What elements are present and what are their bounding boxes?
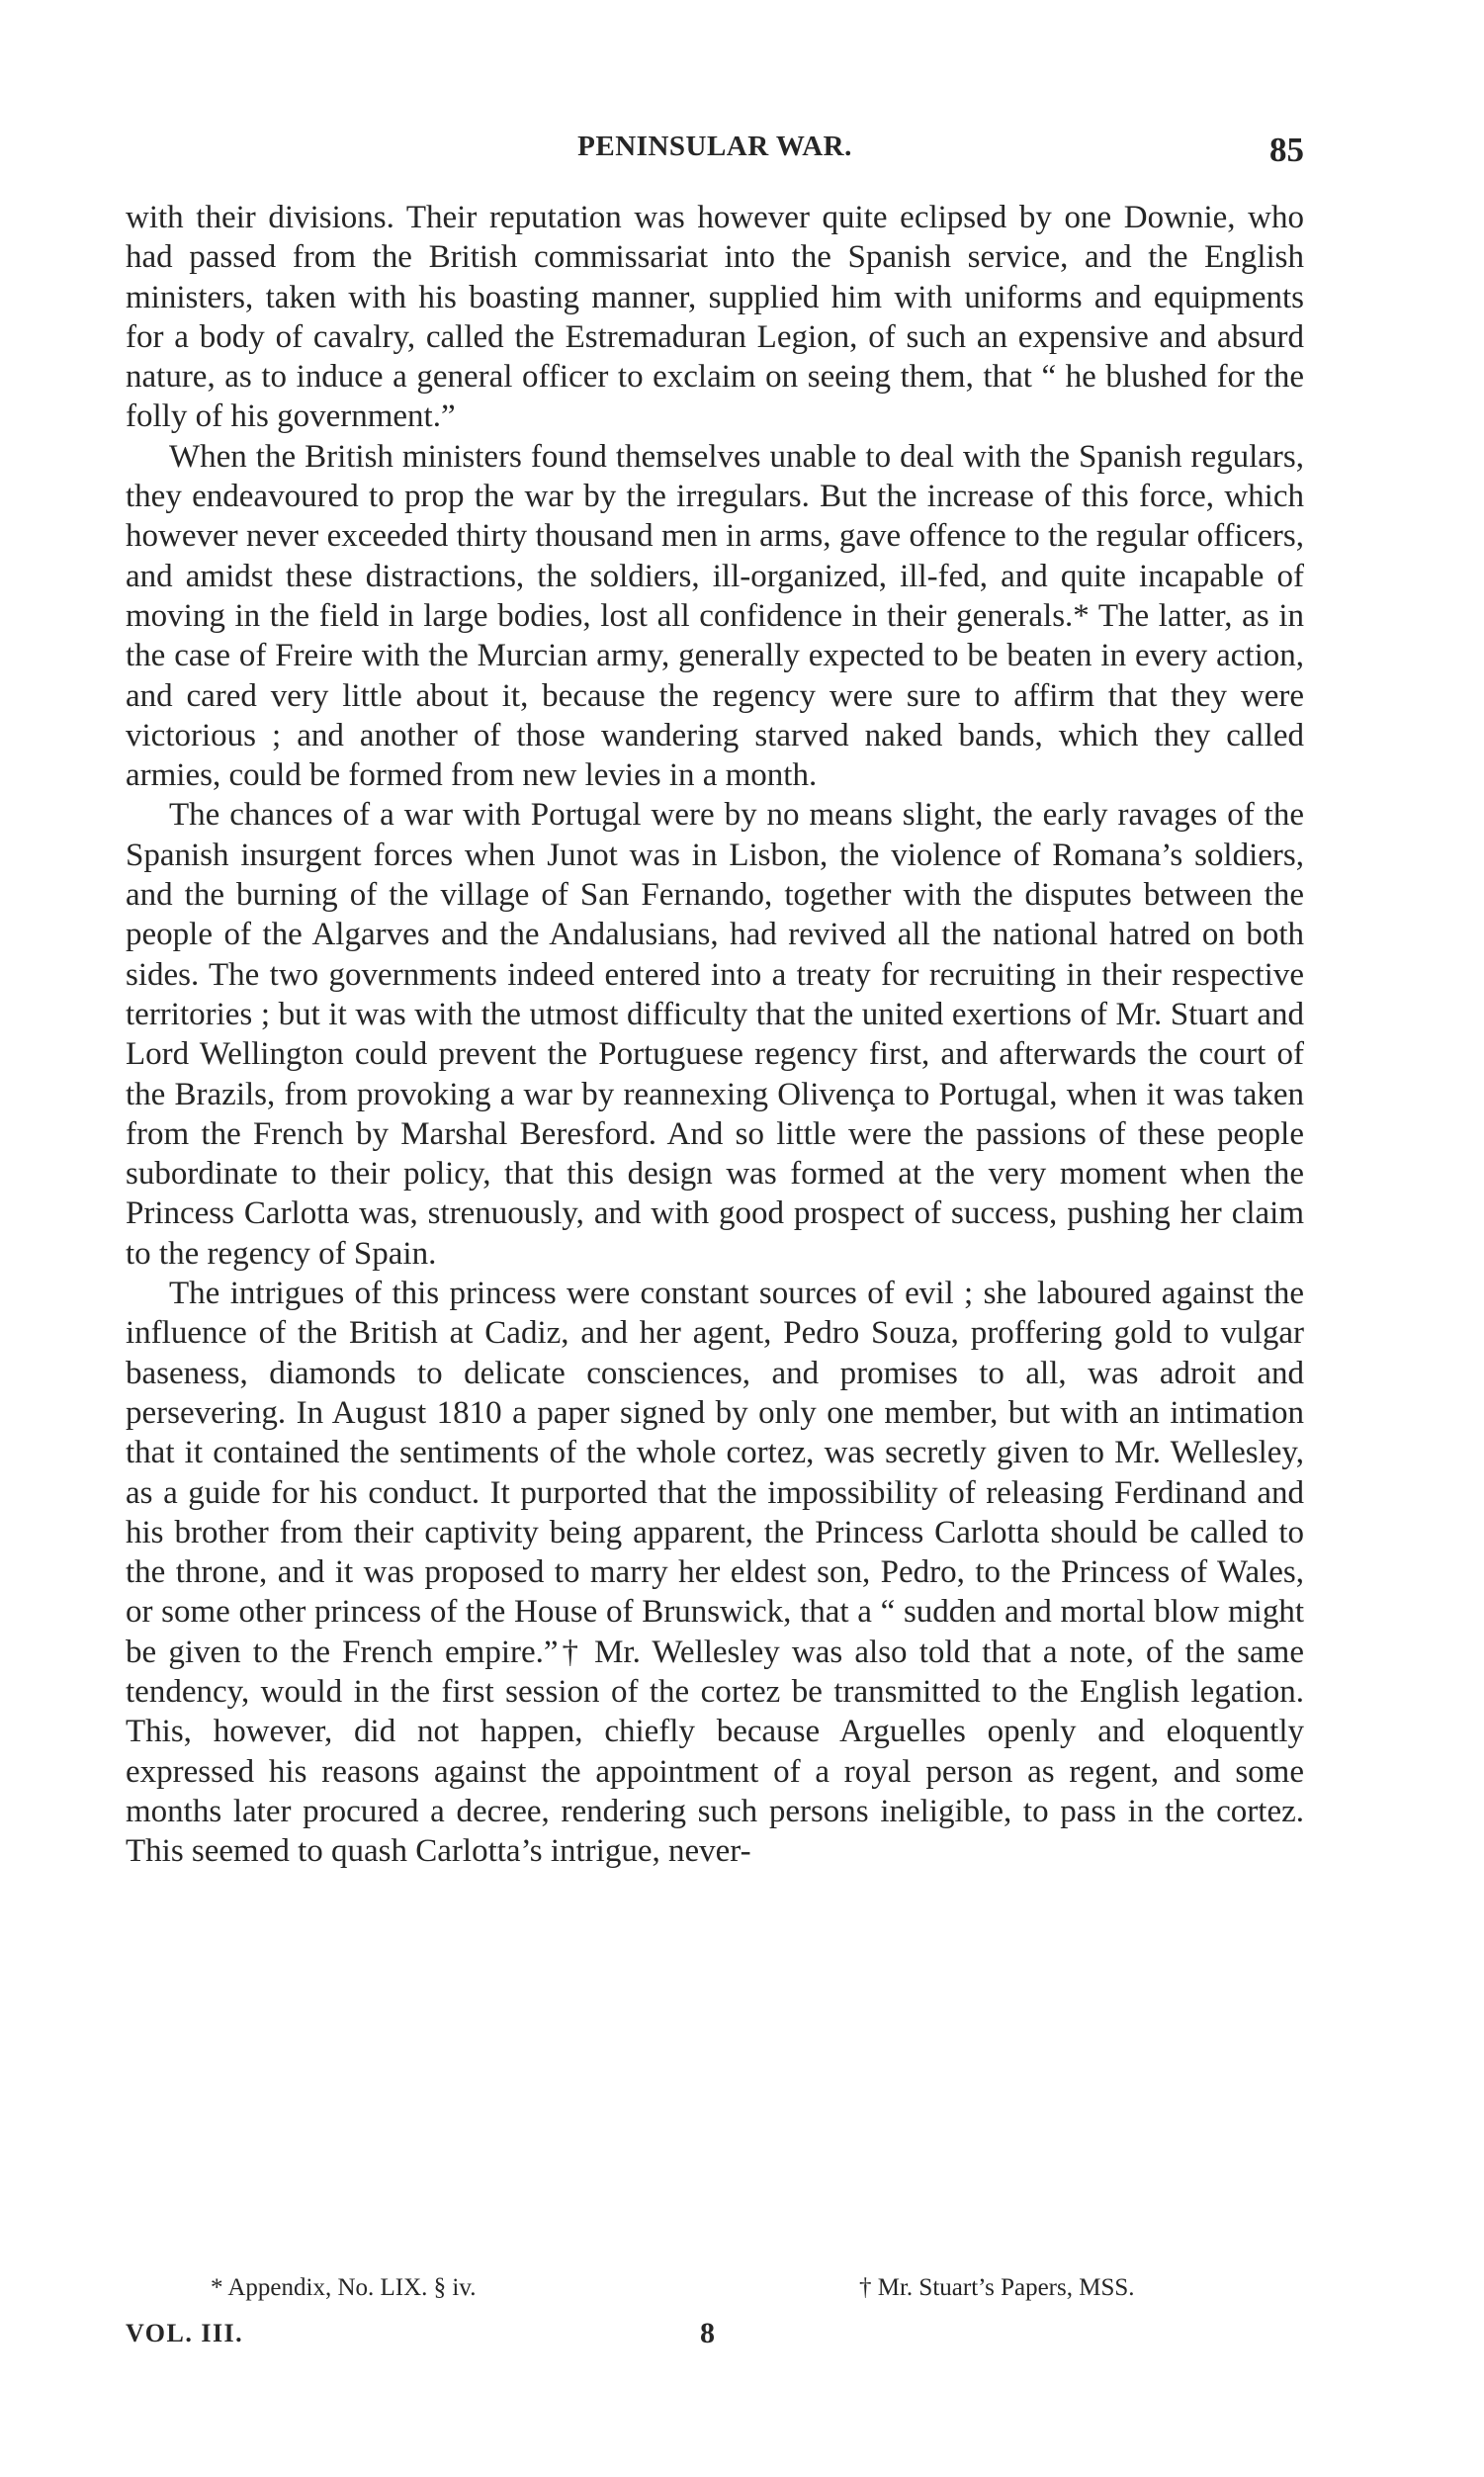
volume-label: VOL. III. xyxy=(126,2319,244,2347)
paragraph: When the British ministers found themselves unable to deal with the Spanish regulars, they endeavoured to prop the war by the irregulars. But the increase of this force, which however never exceeded thirty thousand men in arms, gave offence to the regular officers, and amidst these distractions, the soldiers, ill-organized, ill-fed, and quite incapable of moving in the field in large bodies, lost all confidence in their generals.* The latter, as in the case of Freire with the Murcian army, generally expected to be beaten in every action, and cared very little about it, because the regency were sure to affirm that they were victorious ; and another of those wandering starved naked bands, which they called armies, could be formed from new levies in a month. xyxy=(126,438,1304,794)
footnote-stuart-papers: † Mr. Stuart’s Papers, MSS. xyxy=(859,2274,1135,2301)
paragraph: The chances of a war with Portugal were by no means slight, the early ravages of the Spanish insurgent forces when Junot was in Lisbon, the violence of Romana’s soldiers, and the burning of the village of San Fernando, together with the disputes between the people of the Algarves and the Andalusians, had revived all the national hatred on both sides. The two governments indeed entered into a treaty for recruiting in their respective territories ; but it was with the utmost difficulty that the united exertions of Mr. Stuart and Lord Wellington could prevent the Portuguese regency first, and afterwards the court of the Brazils, from provoking a war by reannexing Olivença to Portugal, when it was taken from the French by Marshal Beresford. And so little were the passions of these people subordinate to their policy, that this design was formed at the very moment when the Princess Carlotta was, strenuously, and with good prospect of success, pushing her claim to the regency of Spain. xyxy=(126,797,1304,1272)
running-title: PENINSULAR WAR. xyxy=(577,131,852,162)
footnotes xyxy=(126,2274,1304,2308)
page-number: 85 xyxy=(1269,131,1304,169)
body-text xyxy=(126,198,1304,1871)
paragraph-continued: with their divisions. Their reputation was however quite eclipsed by one Downie, who had passed from the British commissariat into the Spanish service, and the English ministers, taken with his boasting manner, supplied him with uniforms and equipments for a body of cavalry, called the Estremaduran Legion, of such an expensive and absurd nature, as to induce a general officer to exclaim on seeing them, that “ he blushed for the folly of his government.” xyxy=(126,200,1304,435)
signature-mark: 8 xyxy=(700,2317,715,2349)
signature-line xyxy=(126,2317,1304,2356)
paragraph: The intrigues of this princess were constant sources of evil ; she laboured against the influence of the British at Cadiz, and her agent, Pedro Souza, proffering gold to vulgar baseness, diamonds to delicate consciences, and promises to all, was adroit and persevering. In August 1810 a paper signed by only one member, but with an intimation that it contained the sentiments of the whole cortez, was secretly given to Mr. Wellesley, as a guide for his conduct. It purported that the impossibility of releasing Ferdinand and his brother from their captivity being apparent, the Princess Carlotta should be called to the throne, and it was proposed to marry her eldest son, Pedro, to the Princess of Wales, or some other princess of the House of Brunswick, that a “ sudden and mortal blow might be given to the French empire.”† Mr. Wellesley was also told that a note, of the same tendency, would in the first session of the cortez be transmitted to the English legation. This, however, did not happen, chiefly because Arguelles openly and eloquently expressed his reasons against the appointment of a royal person as regent, and some months later procured a decree, rendering such persons ineligible, to pass in the cortez. This seemed to quash Carlotta’s intrigue, never- xyxy=(126,1276,1304,1870)
running-head xyxy=(126,127,1304,176)
footnote-appendix: * Appendix, No. LIX. § iv. xyxy=(211,2274,477,2301)
